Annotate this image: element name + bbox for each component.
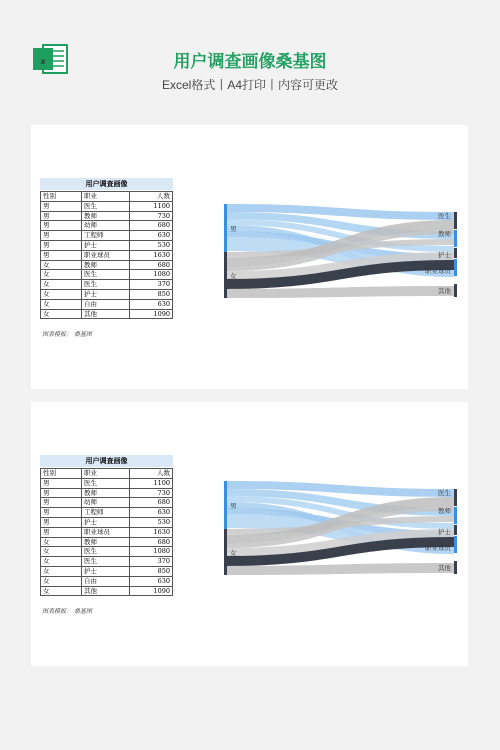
chart-caption: 图表模板： 桑基图: [42, 331, 92, 338]
sankey-chart: [222, 481, 462, 576]
sankey-node-male: [224, 204, 227, 252]
count-cell: 1100: [130, 201, 173, 211]
job-cell: 护士: [82, 289, 130, 299]
count-cell: 630: [130, 299, 173, 309]
sankey-node-male: [224, 481, 227, 529]
count-cell: 530: [130, 240, 173, 250]
gender-cell: 男: [41, 201, 82, 211]
gender-cell: 男: [41, 211, 82, 221]
gender-cell: 性别: [41, 192, 82, 202]
count-cell: 人数: [130, 192, 173, 202]
sankey-node: [454, 248, 457, 258]
sankey-node-female: [224, 529, 227, 575]
gender-cell: 男: [41, 488, 82, 498]
table-row: [41, 270, 173, 280]
gender-cell: 男: [41, 517, 82, 527]
table-row: [41, 240, 173, 250]
gender-cell: 女: [41, 557, 82, 567]
sankey-node: [454, 489, 457, 506]
table-row: [41, 576, 173, 586]
sankey-label-left: 男: [230, 502, 237, 510]
sankey-label-left: 女: [230, 272, 237, 280]
page-title: 用户调查画像桑基图: [173, 52, 327, 72]
table-row: [41, 547, 173, 557]
count-cell: 680: [130, 221, 173, 231]
table-row: [41, 537, 173, 547]
job-cell: 职业球员: [82, 250, 130, 260]
sankey-label-right: 教师: [438, 230, 451, 238]
gender-cell: 性别: [41, 469, 82, 479]
count-cell: 1080: [130, 270, 173, 280]
sankey-label-right: 护士: [438, 528, 451, 536]
job-cell: 职业: [82, 192, 130, 202]
job-cell: 自由: [82, 576, 130, 586]
count-cell: 850: [130, 566, 173, 576]
job-cell: 医生: [82, 557, 130, 567]
job-cell: 医生: [82, 478, 130, 488]
count-cell: 730: [130, 488, 173, 498]
table-row: [41, 299, 173, 309]
table-row: [41, 517, 173, 527]
gender-cell: 男: [41, 231, 82, 241]
sankey-node: [454, 284, 457, 297]
count-cell: 530: [130, 517, 173, 527]
table-row: [41, 250, 173, 260]
page-header: [0, 0, 500, 115]
count-cell: 850: [130, 289, 173, 299]
gender-cell: 女: [41, 566, 82, 576]
sankey-node: [454, 212, 457, 229]
gender-cell: 女: [41, 576, 82, 586]
sankey-node: [454, 259, 457, 276]
gender-cell: 男: [41, 221, 82, 231]
count-cell: 630: [130, 576, 173, 586]
table-row: [41, 260, 173, 270]
count-cell: 680: [130, 498, 173, 508]
sankey-node: [454, 230, 457, 247]
svg-text:X: X: [40, 58, 46, 66]
job-cell: 护士: [82, 240, 130, 250]
table-header-row: [41, 469, 173, 479]
data-table: [40, 468, 173, 596]
sankey-node: [454, 536, 457, 553]
count-cell: 680: [130, 537, 173, 547]
chart-caption: 图表模板： 桑基图: [42, 608, 92, 615]
table-row: [41, 201, 173, 211]
gender-cell: 女: [41, 280, 82, 290]
gender-cell: 男: [41, 250, 82, 260]
table-row: [41, 478, 173, 488]
job-cell: 幼师: [82, 498, 130, 508]
gender-cell: 男: [41, 478, 82, 488]
sankey-label-right: 教师: [438, 507, 451, 515]
sankey-label-right: 其他: [438, 287, 451, 295]
gender-cell: 女: [41, 537, 82, 547]
sankey-label-left: 女: [230, 549, 237, 557]
gender-cell: 女: [41, 270, 82, 280]
job-cell: 工程师: [82, 508, 130, 518]
table-row: [41, 211, 173, 221]
table-row: [41, 566, 173, 576]
count-cell: 370: [130, 557, 173, 567]
gender-cell: 女: [41, 289, 82, 299]
count-cell: 1090: [130, 586, 173, 596]
sankey-label-right: 医生: [438, 489, 451, 497]
sankey-label-right: 护士: [438, 251, 451, 259]
gender-cell: 女: [41, 547, 82, 557]
sankey-node-female: [224, 252, 227, 298]
table-row: [41, 221, 173, 231]
count-cell: 630: [130, 231, 173, 241]
job-cell: 其他: [82, 309, 130, 319]
job-cell: 职业: [82, 469, 130, 479]
table-row: [41, 498, 173, 508]
job-cell: 医生: [82, 547, 130, 557]
sankey-label-left: 男: [230, 225, 237, 233]
job-cell: 自由: [82, 299, 130, 309]
count-cell: 1630: [130, 527, 173, 537]
count-cell: 1080: [130, 547, 173, 557]
job-cell: 其他: [82, 586, 130, 596]
table-row: [41, 557, 173, 567]
count-cell: 630: [130, 508, 173, 518]
table-header-row: [41, 192, 173, 202]
count-cell: 1100: [130, 478, 173, 488]
gender-cell: 男: [41, 240, 82, 250]
job-cell: 护士: [82, 566, 130, 576]
table-row: [41, 231, 173, 241]
gender-cell: 女: [41, 309, 82, 319]
job-cell: 幼师: [82, 221, 130, 231]
job-cell: 教师: [82, 537, 130, 547]
job-cell: 教师: [82, 260, 130, 270]
page-subtitle: Excel格式丨A4打印丨内容可更改: [161, 78, 339, 92]
job-cell: 教师: [82, 211, 130, 221]
job-cell: 医生: [82, 280, 130, 290]
sankey-label-right: 其他: [438, 564, 451, 572]
table-row: [41, 280, 173, 290]
table-row: [41, 488, 173, 498]
table-row: [41, 309, 173, 319]
count-cell: 370: [130, 280, 173, 290]
job-cell: 护士: [82, 517, 130, 527]
sankey-node: [454, 507, 457, 524]
data-table: [40, 191, 173, 319]
sankey-chart: [222, 204, 462, 299]
table-row: [41, 508, 173, 518]
table-row: [41, 527, 173, 537]
table-title: 用户调查画像: [40, 178, 173, 190]
count-cell: 1630: [130, 250, 173, 260]
gender-cell: 男: [41, 508, 82, 518]
sankey-label-right: 职业球员: [425, 267, 451, 275]
sankey-label-right: 医生: [438, 212, 451, 220]
gender-cell: 男: [41, 527, 82, 537]
job-cell: 工程师: [82, 231, 130, 241]
sankey-node: [454, 525, 457, 535]
job-cell: 教师: [82, 488, 130, 498]
sankey-node: [454, 561, 457, 574]
count-cell: 人数: [130, 469, 173, 479]
gender-cell: 女: [41, 299, 82, 309]
count-cell: 730: [130, 211, 173, 221]
gender-cell: 女: [41, 586, 82, 596]
count-cell: 1090: [130, 309, 173, 319]
table-title: 用户调查画像: [40, 455, 173, 467]
count-cell: 680: [130, 260, 173, 270]
table-row: [41, 586, 173, 596]
job-cell: 职业球员: [82, 527, 130, 537]
gender-cell: 女: [41, 260, 82, 270]
job-cell: 医生: [82, 270, 130, 280]
table-row: [41, 289, 173, 299]
gender-cell: 男: [41, 498, 82, 508]
job-cell: 医生: [82, 201, 130, 211]
sankey-label-right: 职业球员: [425, 544, 451, 552]
